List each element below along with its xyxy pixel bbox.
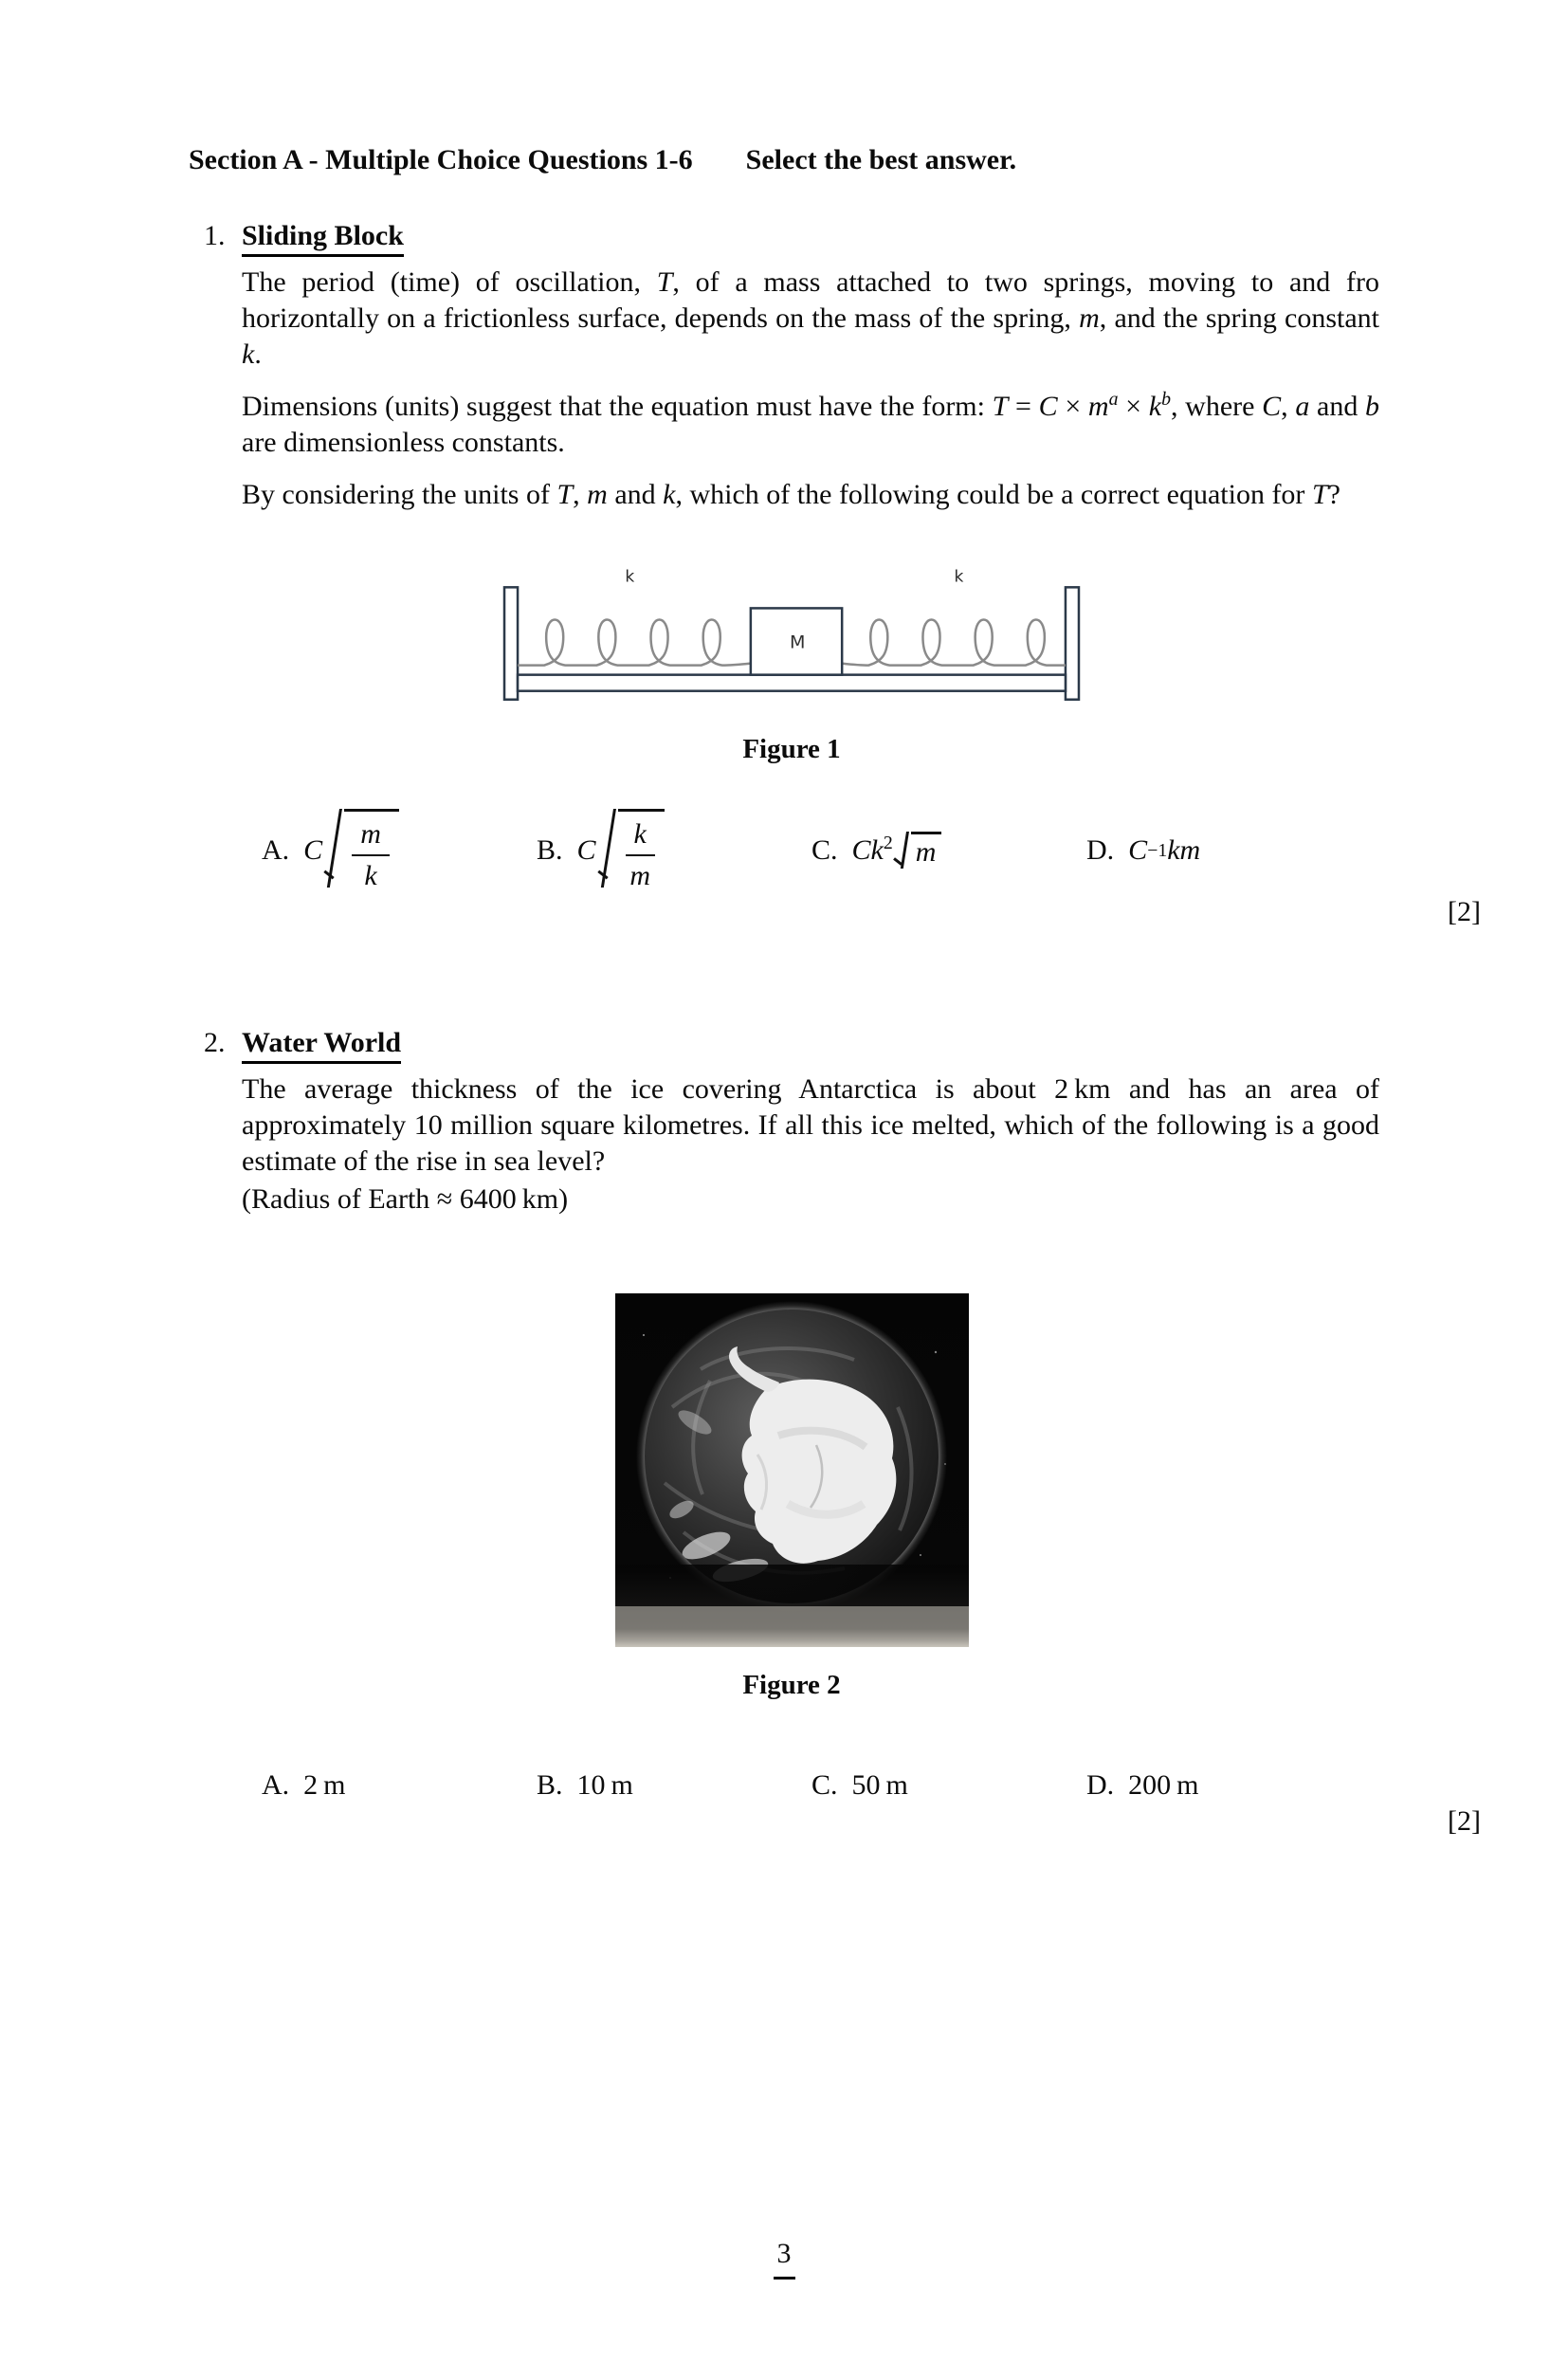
section-instruction: Select the best answer.	[745, 144, 1017, 175]
section-title: Section A - Multiple Choice Questions 1-6	[189, 144, 693, 175]
fraction-numerator: k	[633, 818, 647, 850]
figure-2-caption: Figure 2	[742, 1670, 841, 1700]
section-header	[189, 144, 1379, 176]
formula-coefficient: C	[576, 834, 596, 866]
question-2	[204, 1027, 1481, 1838]
spring-mass-diagram	[501, 560, 1082, 704]
option-c-label: C.	[811, 1769, 838, 1801]
square-root	[896, 832, 942, 870]
option-d-label: D.	[1086, 834, 1115, 866]
antarctica-globe-image	[615, 1293, 969, 1647]
question-1-paragraph: The period (time) of oscillation, T, of a mass attached to two springs, moving to and fro horizontally on a frictionless surface, depends on the mass of the spring, m, and the spring constant k.	[242, 266, 1379, 370]
spring-label-right: k	[954, 567, 964, 587]
option-c-label: C.	[811, 834, 838, 866]
mass-label: M	[789, 632, 806, 653]
fraction-numerator: m	[360, 818, 381, 850]
earth-antarctica-illustration	[615, 1293, 969, 1647]
page-number: 3	[774, 2238, 795, 2280]
radical-icon	[599, 809, 618, 892]
spring-left-icon	[518, 619, 751, 665]
option-a	[262, 809, 537, 892]
option-b-formula	[577, 809, 665, 892]
fraction	[626, 818, 655, 892]
option-b	[537, 1769, 811, 1802]
option-b-label: B.	[537, 834, 563, 866]
figure-1-diagram	[501, 560, 1082, 711]
question-2-paragraph: The average thickness of the ice covering Antarctica is about 2 km and has an area of approximately 10 million square kilometres. If all this ice melted, which of the following is a good estimate of the rise in sea level?	[242, 1073, 1379, 1177]
question-2-note: (Radius of Earth ≈ 6400 km)	[242, 1183, 569, 1215]
option-a-label: A.	[262, 834, 290, 866]
question-1-title: Sliding Block	[242, 220, 404, 257]
square-root	[325, 809, 399, 892]
formula-prefix: Ck$^2$	[851, 833, 893, 866]
option-b-value: 10 m	[576, 1769, 633, 1801]
radical-icon	[325, 809, 344, 892]
question-1	[204, 220, 1481, 928]
radical-icon	[896, 832, 911, 870]
option-d-formula: C −1 km	[1128, 834, 1201, 866]
option-a-value: 2 m	[303, 1769, 346, 1801]
question-1-paragraph: By considering the units of T, m and k, which of the following could be a correct equation for T?	[242, 479, 1340, 510]
ground-surface	[518, 675, 1066, 691]
option-d-value: 200 m	[1128, 1769, 1199, 1801]
wall-left	[504, 587, 518, 699]
fraction-denominator: k	[364, 860, 377, 891]
option-a	[262, 1769, 537, 1802]
question-1-title-row	[204, 220, 1379, 257]
spring-right-icon	[842, 619, 1066, 665]
option-c-formula	[852, 832, 942, 870]
question-1-marks: [2]	[1448, 896, 1481, 927]
option-b	[537, 809, 811, 892]
option-c	[811, 832, 1086, 870]
page-footer	[0, 2238, 1568, 2280]
question-2-options	[262, 1769, 1379, 1802]
fraction-denominator: m	[629, 860, 651, 891]
wall-right	[1066, 587, 1079, 699]
option-a-formula	[303, 809, 399, 892]
option-d	[1086, 1769, 1199, 1802]
spring-label-left: k	[625, 567, 635, 587]
question-2-marks: [2]	[1448, 1805, 1481, 1837]
option-c-value: 50 m	[851, 1769, 908, 1801]
question-1-number: 1.	[204, 220, 226, 251]
fraction	[352, 818, 390, 892]
option-a-label: A.	[262, 1769, 290, 1801]
option-d-label: D.	[1086, 1769, 1115, 1801]
figure-1-caption: Figure 1	[742, 734, 841, 764]
option-b-label: B.	[537, 1769, 563, 1801]
formula-coefficient: C	[303, 834, 323, 866]
option-c	[811, 1769, 1086, 1802]
question-2-number: 2.	[204, 1027, 226, 1058]
question-1-paragraph: Dimensions (units) suggest that the equation must have the form: $T = C \times m^a \times k^b$, where C, a and b are dimensionless constants.	[242, 389, 1380, 458]
radicand: m	[915, 835, 937, 868]
square-root	[599, 809, 665, 892]
question-1-options	[262, 809, 1379, 892]
bottom-fade-strong	[615, 1606, 969, 1647]
question-2-title-row	[204, 1027, 1379, 1064]
question-2-title: Water World	[242, 1027, 401, 1064]
option-d	[1086, 834, 1200, 867]
